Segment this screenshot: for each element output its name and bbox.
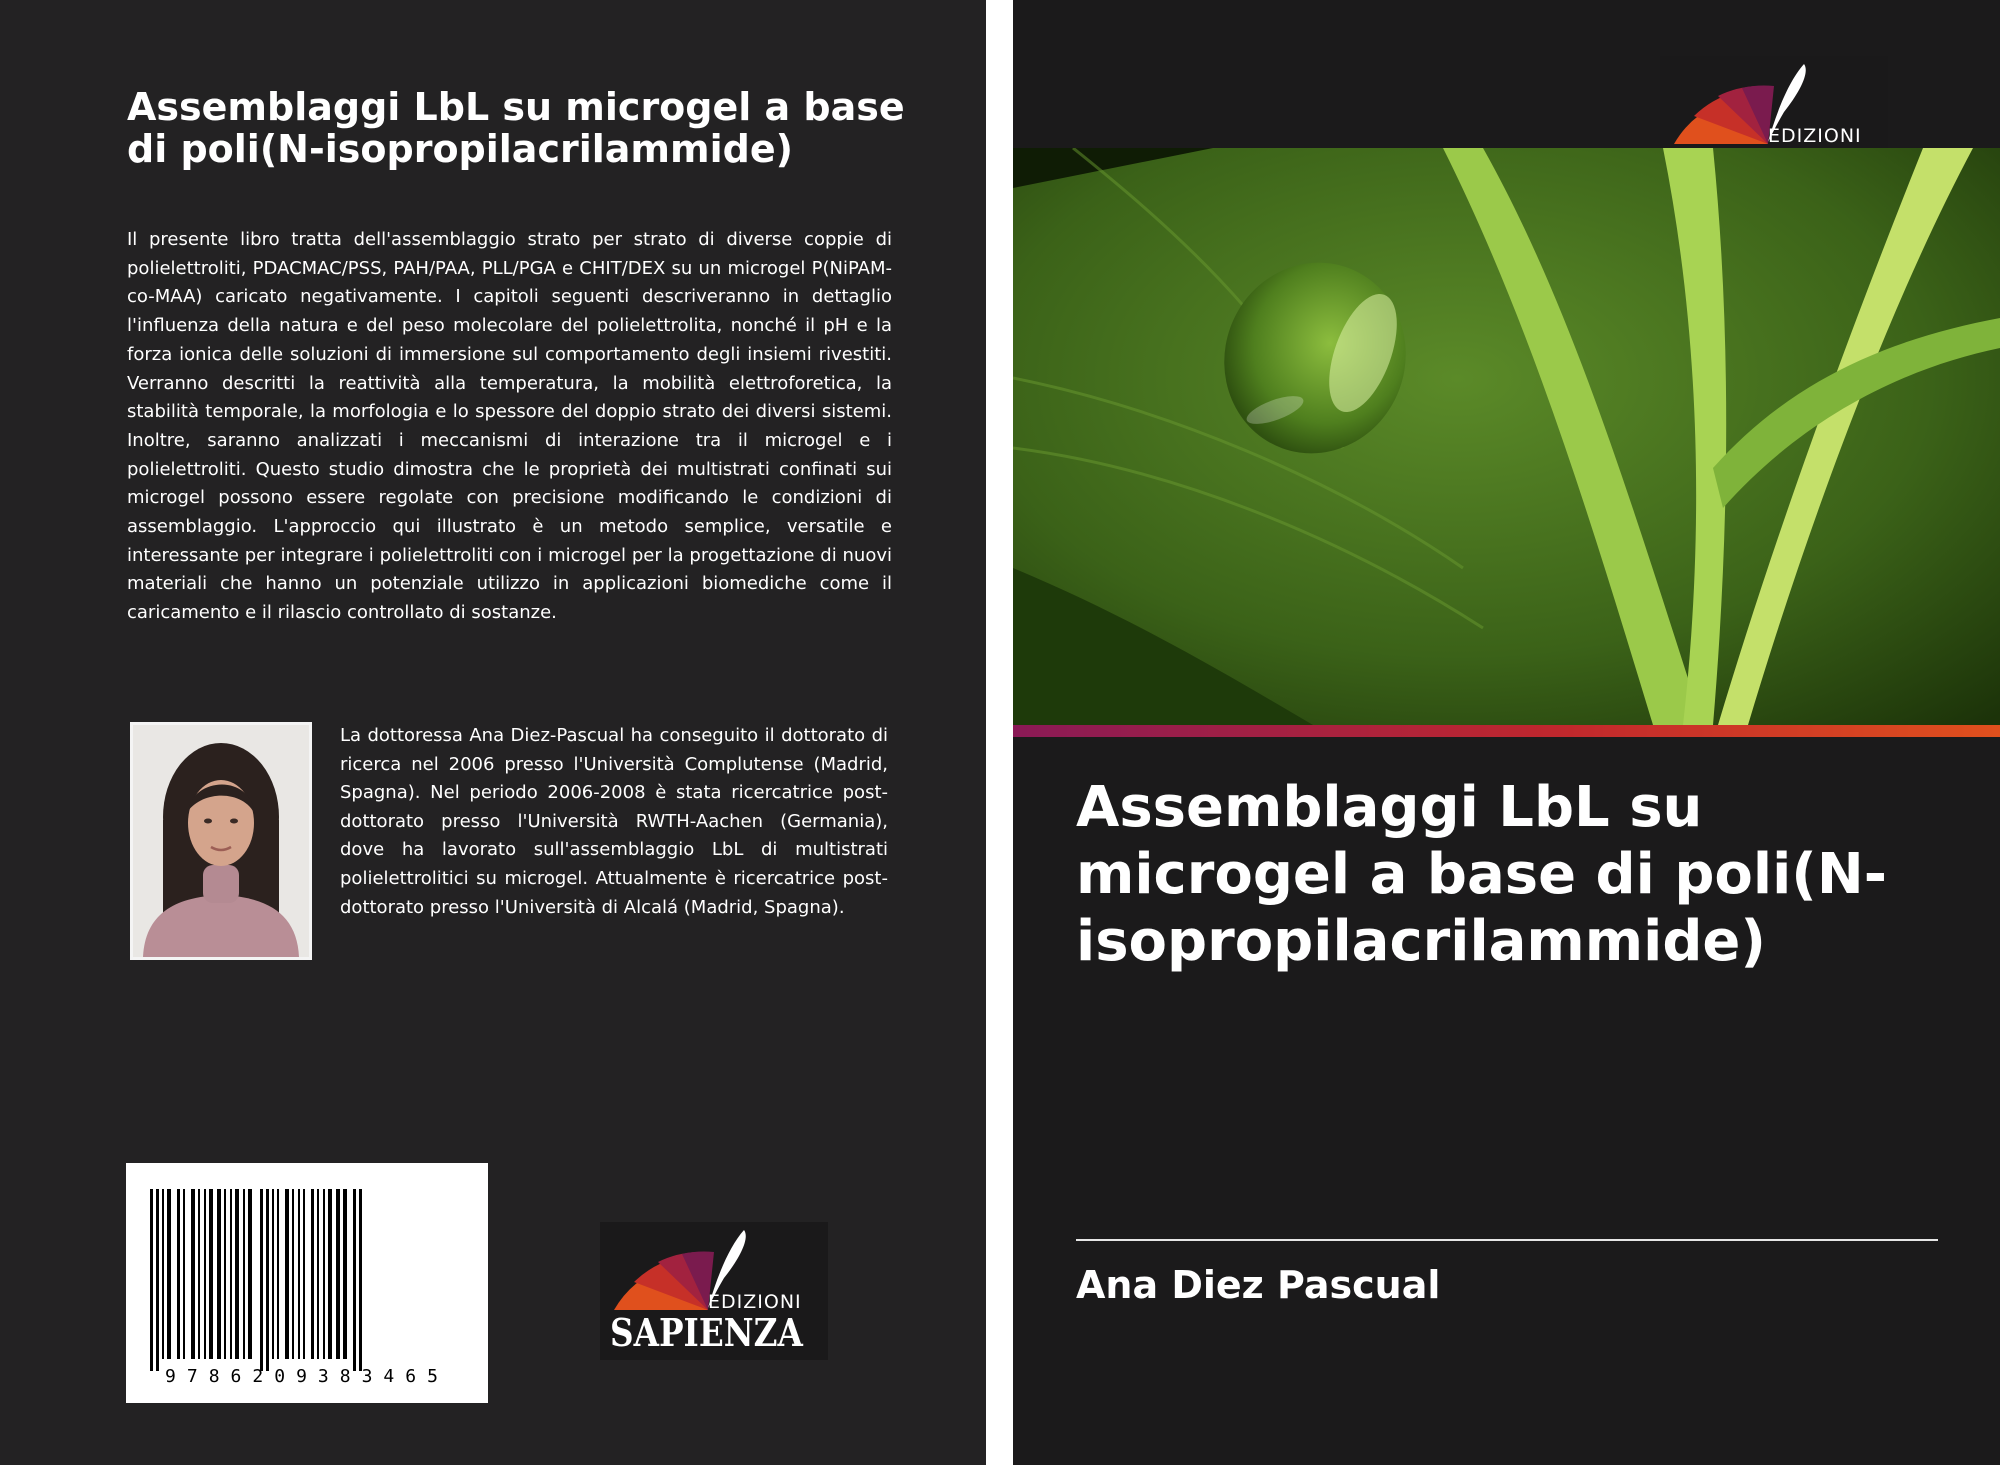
barcode-bar xyxy=(359,1189,362,1371)
barcode-bar xyxy=(162,1189,164,1359)
barcode-bar xyxy=(343,1189,347,1359)
publisher-name: SAPIENZA xyxy=(610,1310,803,1355)
barcode-bar xyxy=(353,1189,356,1371)
barcode-bar xyxy=(209,1189,213,1359)
barcode-bar xyxy=(298,1189,300,1359)
back-cover xyxy=(0,0,986,1465)
barcode-bar xyxy=(285,1189,289,1359)
barcode-bar xyxy=(217,1189,221,1359)
barcode-bar xyxy=(198,1189,200,1359)
barcode-bar xyxy=(303,1189,305,1359)
publisher-edizioni: EDIZIONI xyxy=(708,1291,802,1313)
barcode-bar xyxy=(204,1189,206,1359)
barcode-bar xyxy=(317,1189,319,1359)
barcode-bar xyxy=(277,1189,279,1359)
barcode-bar xyxy=(230,1189,232,1359)
barcode-bar xyxy=(224,1189,226,1359)
isbn-digits: 9786209383465 xyxy=(165,1366,449,1387)
barcode-bar xyxy=(235,1189,239,1359)
barcode-bar xyxy=(323,1189,325,1359)
front-cover-divider xyxy=(1076,1239,1938,1241)
author-photo xyxy=(130,722,312,960)
accent-stripe xyxy=(1013,725,2000,737)
barcode-bar xyxy=(248,1189,252,1359)
back-cover-title: Assemblaggi LbL su microgel a base di poli(N-isopropilacrilammide) xyxy=(127,85,905,171)
barcode-bar xyxy=(328,1189,332,1359)
barcode-bar xyxy=(311,1189,314,1359)
barcode-bar xyxy=(177,1189,180,1359)
barcode-bar xyxy=(292,1189,294,1359)
barcode-bar xyxy=(167,1189,171,1359)
isbn-barcode xyxy=(126,1163,488,1403)
author-bio: La dottoressa Ana Diez-Pascual ha conseguito il dottorato di ricerca nel 2006 presso l'Università Complutense (Madrid, Spagna). Nel periodo 2006-2008 è stata ricercatrice post-dottorato presso l'Università RWTH-Aachen (Germania), dove ha lavorato sull'assemblaggio LbL di multistrati polielettrolitici su microgel. Attualmente è ricercatrice post-dottorato presso l'Università di Alcalá (Madrid, Spagna). xyxy=(340,725,888,918)
barcode-bar xyxy=(191,1189,195,1359)
barcode-bar xyxy=(260,1189,263,1371)
barcode-bar xyxy=(272,1189,274,1359)
front-cover-author: Ana Diez Pascual xyxy=(1076,1263,1441,1307)
barcode-bar xyxy=(336,1189,340,1359)
barcode-bar xyxy=(156,1189,159,1371)
front-cover-title: Assemblaggi LbL su microgel a base di poli(N-isopropilacrilammide) xyxy=(1076,775,1887,974)
barcode-bar xyxy=(243,1189,245,1359)
barcode-bar xyxy=(150,1189,153,1371)
cover-leaf-photo xyxy=(1013,148,2000,725)
publisher-edizioni: EDIZIONI xyxy=(1768,125,1862,147)
barcode-bar xyxy=(183,1189,185,1359)
back-cover-blurb: Il presente libro tratta dell'assemblaggio strato per strato di diverse coppie di polielettroliti, PDACMAC/PSS, PAH/PAA, PLL/PGA e CHIT/DEX su un microgel P(NiPAM-co-MAA) caricato negativamente. I capitoli seguenti descriveranno in dettaglio l'influenza della natura e del peso molecolare del polielettrolita, nonché il pH e la forza ionica delle soluzioni di immersione sul comportamento degli insiemi rivestiti. Verranno descritti la reattività alla temperatura, la mobilità elettroforetica, la stabilità temporale, la morfologia e lo spessore del doppio strato dei diversi sistemi. Inoltre, saranno analizzati i meccanismi di interazione tra il microgel e i polielettroliti. Questo studio dimostra che le proprietà dei multistrati confinati sui microgel possono essere regolate con precisione modificando le condizioni di assemblaggio. L'approccio qui illustrato è un metodo semplice, versatile e interessante per integrare i polielettroliti con i microgel per la progettazione di nuovi materiali che hanno un potenziale utilizzo in applicazioni biomediche come il caricamento e il rilascio controllato di sostanze. xyxy=(127,229,892,624)
barcode-bar xyxy=(266,1189,269,1371)
publisher-logo xyxy=(600,1222,828,1360)
